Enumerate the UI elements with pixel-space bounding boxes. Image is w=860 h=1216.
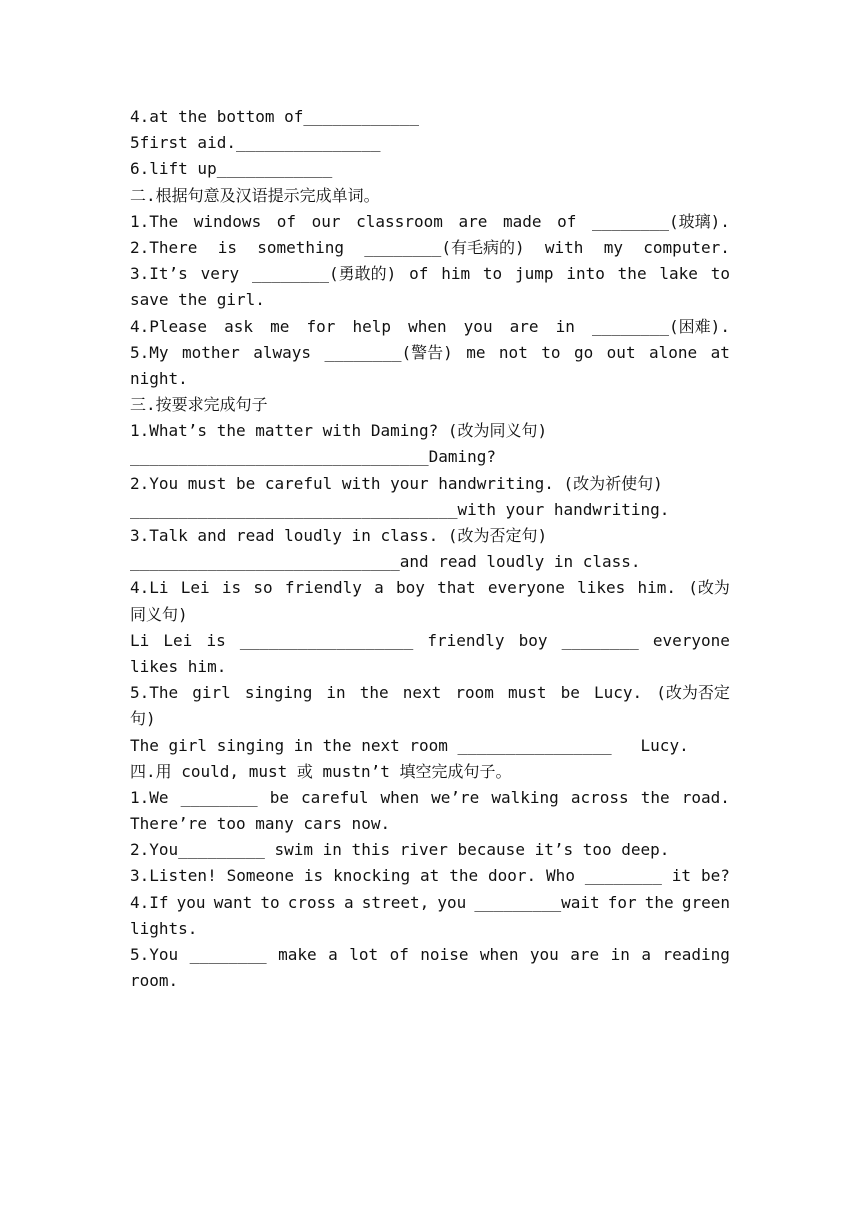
s2-question-3-line-1 xyxy=(130,261,730,287)
s3-question-3: 3.Talk and read loudly in class. (改为否定句) xyxy=(130,526,548,545)
word: at xyxy=(710,342,730,362)
word: you xyxy=(176,892,206,912)
word: boy xyxy=(395,578,425,598)
word: ________ xyxy=(189,945,267,964)
s2-question-5-line-2: night. xyxy=(130,368,188,388)
word: is xyxy=(217,237,237,257)
word: made xyxy=(502,211,542,231)
word: singing xyxy=(244,683,313,703)
word: ________ xyxy=(180,787,258,807)
section-3-heading: 三.按要求完成句子 xyxy=(130,395,268,415)
word: the xyxy=(449,866,479,886)
word: for xyxy=(607,892,637,912)
word: not xyxy=(498,342,528,362)
word: help xyxy=(352,316,391,336)
word: must xyxy=(508,683,547,703)
s3-question-5-line-1 xyxy=(130,680,730,706)
word: him xyxy=(441,264,471,284)
word: me xyxy=(466,342,486,362)
word: are xyxy=(509,316,539,336)
word: our xyxy=(311,211,341,231)
phrase-item-6: 6.lift up____________ xyxy=(130,159,333,179)
word: jump xyxy=(514,264,554,284)
word: is xyxy=(221,578,242,598)
word: ________(有毛病的) xyxy=(364,237,525,257)
s3-question-4-line-1 xyxy=(130,575,730,601)
phrase-item-5: 5first aid._______________ xyxy=(130,133,381,153)
word: everyone xyxy=(652,630,730,650)
word: to xyxy=(541,342,561,362)
word: are xyxy=(458,211,488,231)
word: something xyxy=(257,237,344,257)
word: the xyxy=(640,787,670,807)
word: ________ xyxy=(584,866,662,886)
word: Someone xyxy=(226,866,295,886)
word: when xyxy=(408,316,447,336)
s3-question-2: 2.You must be careful with your handwriting. (改为祈使句) xyxy=(130,473,663,493)
word: (改为否定 xyxy=(656,683,730,703)
word: 5.The xyxy=(130,683,179,703)
word: you xyxy=(463,316,493,336)
word: road. xyxy=(681,787,730,807)
s3-question-4-line-2: 同义句) xyxy=(130,604,188,624)
word: at xyxy=(420,866,440,886)
word: across xyxy=(570,787,629,807)
word: 4.Li xyxy=(130,578,169,598)
word: Lei xyxy=(180,578,210,598)
word: 2.There xyxy=(130,237,198,257)
word: (改为 xyxy=(688,578,730,598)
phrase-item-4: 4.at the bottom of____________ xyxy=(130,107,419,126)
word: lot xyxy=(349,945,379,964)
word: Li xyxy=(130,630,150,650)
word: you xyxy=(437,892,467,912)
s2-question-5-line-1 xyxy=(130,340,730,366)
word: room xyxy=(455,683,494,703)
word: __________________ xyxy=(239,630,414,650)
word: a xyxy=(328,945,338,964)
word: 4.Please xyxy=(130,316,208,336)
s3-answer-4-line-1 xyxy=(130,628,730,654)
word: green xyxy=(681,892,730,912)
word: me xyxy=(270,316,290,336)
word: ________(困难). xyxy=(591,316,730,336)
s2-question-3-line-2: save the girl. xyxy=(130,290,265,310)
word: the xyxy=(359,683,389,703)
word: cross xyxy=(287,892,336,912)
s3-answer-3: ____________________________and read loudly in class. xyxy=(130,552,641,572)
s3-answer-4-line-2: likes him. xyxy=(130,656,227,676)
word: so xyxy=(253,578,273,598)
word: computer. xyxy=(643,237,730,257)
word: want xyxy=(213,892,253,912)
word: reading xyxy=(662,945,730,964)
word: in xyxy=(555,316,575,336)
word: of xyxy=(276,211,297,231)
s3-question-1: 1.What’s the matter with Daming? (改为同义句) xyxy=(130,421,548,441)
word: next xyxy=(402,683,442,703)
word: _________wait xyxy=(474,892,600,912)
word: door. xyxy=(487,866,537,886)
word: Who xyxy=(546,866,575,886)
word: ________ xyxy=(561,630,639,650)
word: windows xyxy=(193,211,262,231)
word: boy xyxy=(518,630,548,650)
word: of xyxy=(389,945,409,964)
word: him. xyxy=(637,578,677,598)
word: 5.You xyxy=(130,945,179,964)
word: friendly xyxy=(284,578,362,598)
word: of xyxy=(557,211,577,231)
s4-question-1-line-1 xyxy=(130,785,730,811)
word: to xyxy=(482,264,503,284)
word: ________(玻璃). xyxy=(591,211,730,231)
word: a xyxy=(344,892,354,912)
word: 1.We xyxy=(130,787,169,807)
word: friendly xyxy=(427,630,505,650)
word: when xyxy=(479,945,519,964)
word: we’re xyxy=(431,787,480,807)
word: a xyxy=(374,578,384,598)
s4-question-1-line-2: There’re too many cars now. xyxy=(130,814,391,834)
word: out xyxy=(606,342,636,362)
word: 5.My xyxy=(130,342,169,362)
s4-question-4-line-2: lights. xyxy=(130,918,198,938)
word: walking xyxy=(491,787,559,807)
word: 4.If xyxy=(130,892,169,912)
word: Lucy. xyxy=(594,683,643,703)
word: that xyxy=(437,578,476,598)
word: likes xyxy=(577,578,626,598)
s3-answer-5: The girl singing in the next room ________________ Lucy. xyxy=(130,735,689,755)
word: ask xyxy=(224,316,254,336)
word: into xyxy=(566,264,605,284)
word: street, xyxy=(361,892,430,912)
word: be xyxy=(560,683,580,703)
word: to xyxy=(260,892,280,912)
s2-question-4 xyxy=(130,314,730,340)
word: everyone xyxy=(487,578,565,598)
word: is xyxy=(206,630,226,650)
s3-answer-1: _______________________________Daming? xyxy=(130,447,497,467)
word: girl xyxy=(192,683,231,703)
word: be xyxy=(269,787,289,807)
word: to xyxy=(710,264,730,284)
word: 3.Listen! xyxy=(130,866,217,886)
word: ________(勇敢的) xyxy=(251,264,397,284)
word: of xyxy=(409,264,429,284)
section-4-heading: 四.用 could, must 或 mustn’t 填空完成句子。 xyxy=(130,761,512,781)
word: you xyxy=(529,945,559,964)
word: alone xyxy=(649,342,698,362)
word: knocking xyxy=(333,866,411,886)
s2-question-2 xyxy=(130,235,730,261)
s3-answer-2: __________________________________with your handwriting. xyxy=(130,499,670,519)
word: for xyxy=(306,316,336,336)
word: ________(警告) xyxy=(324,342,453,362)
s4-question-3 xyxy=(130,863,730,889)
s2-question-1 xyxy=(130,209,730,235)
word: noise xyxy=(420,945,469,964)
word: mother xyxy=(181,342,240,362)
word: in xyxy=(326,683,346,703)
word: 1.The xyxy=(130,211,179,231)
section-2-heading: 二.根据句意及汉语提示完成单词。 xyxy=(130,185,380,205)
word: lake xyxy=(659,264,698,284)
word: go xyxy=(573,342,594,362)
word: be? xyxy=(700,866,730,886)
s4-question-5-line-2: room. xyxy=(130,971,179,991)
word: when xyxy=(380,787,420,807)
s4-question-2: 2.You_________ swim in this river because it’s too deep. xyxy=(130,840,670,860)
word: the xyxy=(617,264,647,284)
exercise-content xyxy=(130,104,730,994)
word: very xyxy=(200,264,240,284)
word: my xyxy=(603,237,623,257)
word: 3.It’s xyxy=(130,264,188,284)
word: with xyxy=(544,237,584,257)
word: make xyxy=(278,945,317,964)
word: Lei xyxy=(163,630,193,650)
word: in xyxy=(610,945,630,964)
s3-question-5-line-2: 句) xyxy=(130,709,156,729)
word: a xyxy=(641,945,651,964)
word: always xyxy=(253,342,311,362)
word: are xyxy=(570,945,600,964)
word: it xyxy=(671,866,692,886)
word: classroom xyxy=(356,211,443,231)
s4-question-4-line-1 xyxy=(130,890,730,916)
word: is xyxy=(303,866,324,886)
word: the xyxy=(644,892,674,912)
s4-question-5-line-1 xyxy=(130,942,730,968)
word: careful xyxy=(301,787,369,807)
